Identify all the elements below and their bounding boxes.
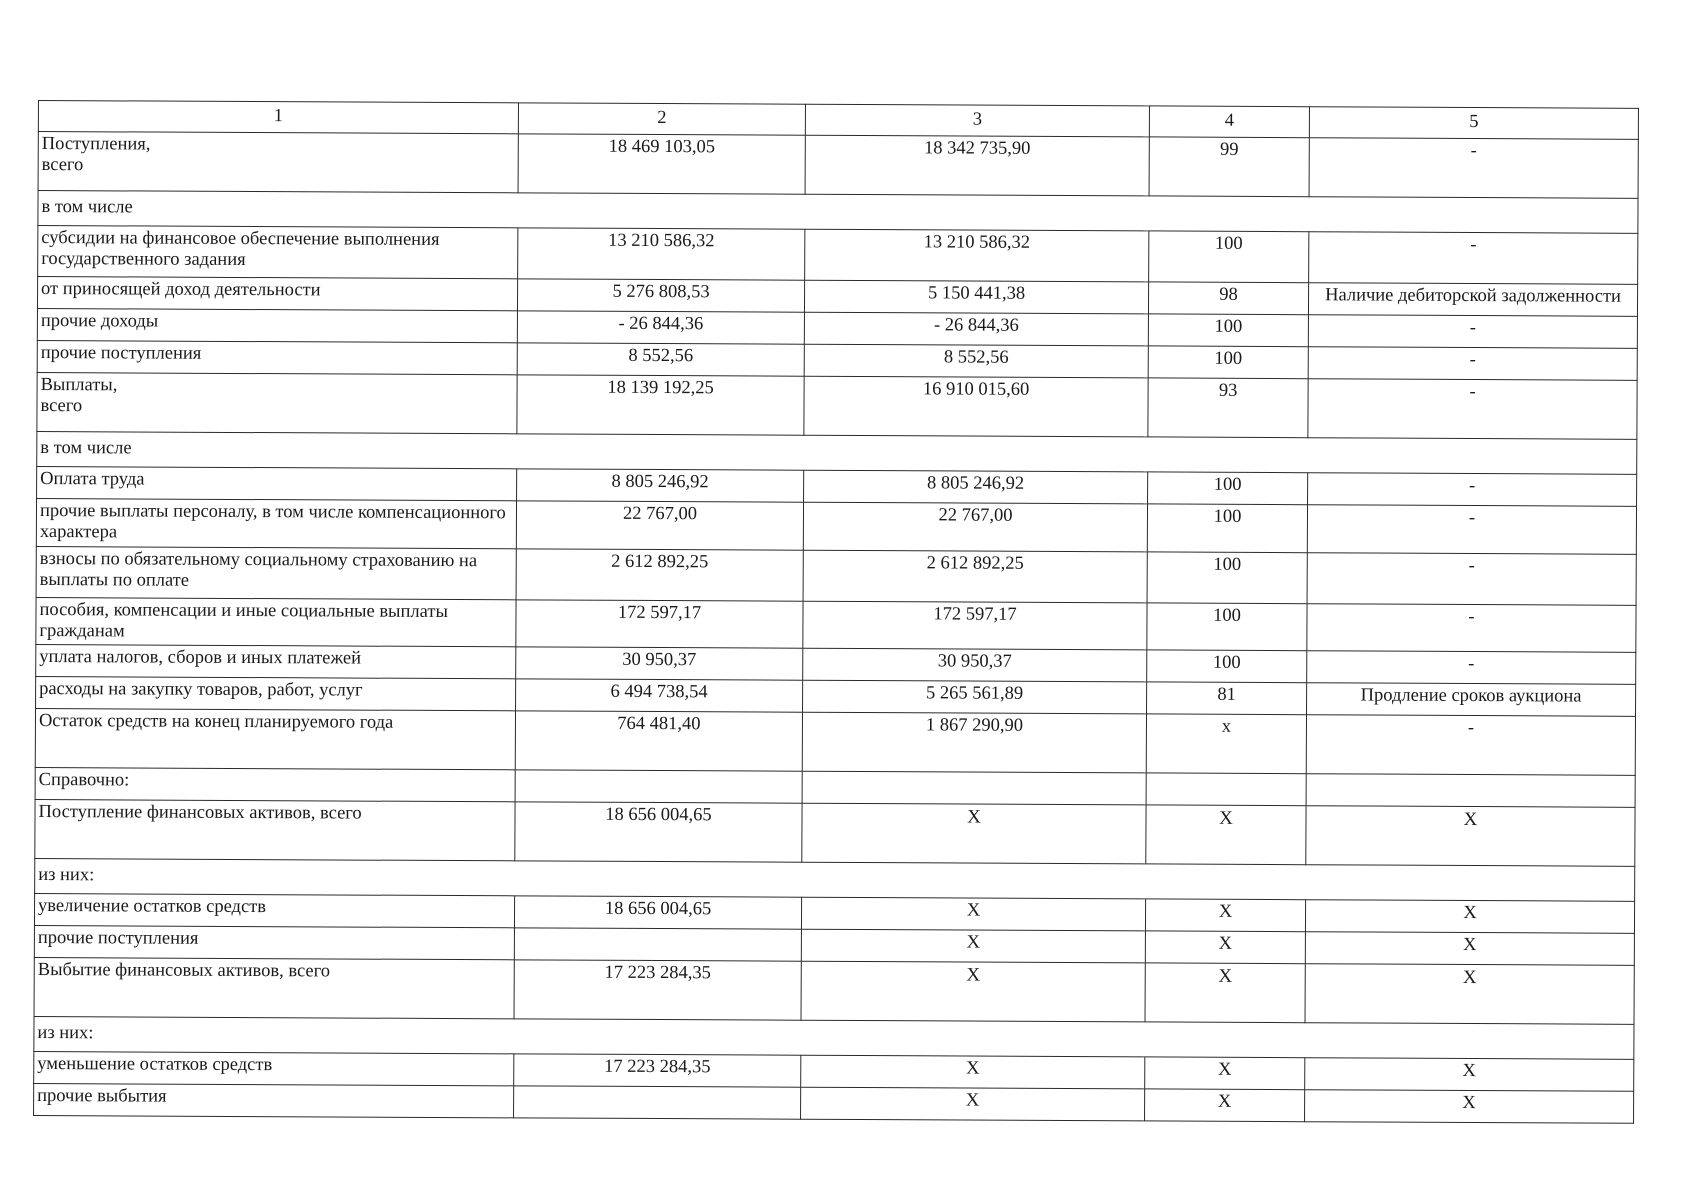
percent-cell: х xyxy=(1146,714,1306,774)
column-number-2: 2 xyxy=(518,103,805,135)
plan-amount-cell: 30 950,37 xyxy=(516,647,803,680)
plan-amount-cell: 18 139 192,25 xyxy=(517,375,804,435)
percent-cell: 81 xyxy=(1147,682,1307,715)
actual-amount-cell: 2 612 892,25 xyxy=(803,550,1147,603)
percent-cell: 100 xyxy=(1147,551,1307,603)
row-label: Оплата труда xyxy=(37,466,517,500)
row-label: прочие выбытия xyxy=(34,1084,514,1118)
actual-amount-cell: 5 265 561,89 xyxy=(803,680,1147,714)
percent-cell: 100 xyxy=(1147,504,1307,552)
note-cell: Х xyxy=(1305,1090,1634,1124)
percent-cell: 100 xyxy=(1148,472,1308,505)
table-row xyxy=(36,498,1636,553)
note-cell xyxy=(1306,774,1635,808)
row-label: взносы по обязательному социальному страхованию на выплаты по оплате xyxy=(36,546,516,599)
actual-amount-cell: 16 910 015,60 xyxy=(804,376,1148,437)
column-number-3: 3 xyxy=(805,104,1149,137)
note-cell: Х xyxy=(1305,932,1634,966)
plan-amount-cell: 764 481,40 xyxy=(515,711,802,771)
table-row xyxy=(37,372,1637,439)
row-label: Остаток средств на конец планируемого года xyxy=(35,709,515,770)
percent-cell xyxy=(1146,773,1306,806)
note-cell: Х xyxy=(1305,1058,1634,1092)
table-row xyxy=(34,1084,1634,1124)
row-label: от приносящей доход деятельности xyxy=(37,277,517,311)
row-label: увеличение остатков средств xyxy=(34,894,514,928)
column-number-4: 4 xyxy=(1149,106,1309,138)
actual-amount-cell: 8 805 246,92 xyxy=(804,470,1148,504)
plan-amount-cell: 8 805 246,92 xyxy=(517,469,804,502)
row-label: Выплаты, всего xyxy=(37,372,517,433)
percent-cell: Х xyxy=(1145,931,1305,964)
column-number-5: 5 xyxy=(1309,107,1638,140)
note-cell: - xyxy=(1307,603,1636,652)
actual-amount-cell xyxy=(802,771,1146,805)
note-cell: - xyxy=(1309,232,1638,285)
note-cell: - xyxy=(1308,315,1637,349)
percent-cell: 98 xyxy=(1148,282,1308,315)
actual-amount-cell: 13 210 586,32 xyxy=(805,229,1149,282)
section-label: из них: xyxy=(34,1017,1634,1060)
percent-cell: 100 xyxy=(1147,602,1307,650)
plan-amount-cell: 18 656 004,65 xyxy=(515,802,802,862)
row-label: субсидии на финансовое обеспечение выполнения государственного задания xyxy=(38,226,518,279)
note-cell: Х xyxy=(1305,900,1634,934)
plan-amount-cell: 2 612 892,25 xyxy=(516,548,803,600)
column-number-1: 1 xyxy=(38,101,518,134)
percent-cell: 100 xyxy=(1148,314,1308,347)
note-cell: Х xyxy=(1305,964,1634,1025)
row-label: уменьшение остатков средств xyxy=(34,1052,514,1086)
row-label: пособия, компенсации и иные социальные выплаты гражданам xyxy=(36,597,516,647)
percent-cell: Х xyxy=(1145,1089,1305,1122)
actual-amount-cell: Х xyxy=(801,929,1145,963)
section-label: в том числе xyxy=(38,191,1638,234)
table-row xyxy=(35,709,1635,776)
plan-amount-cell: 8 552,56 xyxy=(517,343,804,376)
percent-cell: Х xyxy=(1145,963,1305,1023)
row-label: прочие доходы xyxy=(37,308,517,342)
row-label: прочие выплаты персоналу, в том числе компенсационного характера xyxy=(36,498,516,548)
note-cell: Продление сроков аукциона xyxy=(1307,683,1636,717)
percent-cell: 99 xyxy=(1149,137,1309,197)
plan-amount-cell: 5 276 808,53 xyxy=(517,279,804,312)
row-label: уплата налогов, сборов и иных платежей xyxy=(36,645,516,679)
row-label: Поступление финансовых активов, всего xyxy=(35,800,515,861)
scanned-report-sheet xyxy=(33,100,1638,1124)
percent-cell: 100 xyxy=(1148,346,1308,379)
row-label: Поступления, всего xyxy=(38,132,518,193)
section-label: в том числе xyxy=(37,431,1637,474)
note-cell: - xyxy=(1308,347,1637,381)
note-cell: - xyxy=(1307,552,1636,605)
plan-amount-cell: 17 223 284,35 xyxy=(514,1054,801,1087)
note-cell: - xyxy=(1307,505,1636,554)
plan-amount-cell: 13 210 586,32 xyxy=(518,228,805,280)
row-label: Выбытие финансовых активов, всего xyxy=(34,958,514,1019)
plan-amount-cell: 17 223 284,35 xyxy=(514,960,801,1020)
plan-amount-cell: 172 597,17 xyxy=(516,599,803,648)
percent-cell: Х xyxy=(1145,1057,1305,1090)
actual-amount-cell: 172 597,17 xyxy=(803,601,1147,650)
plan-amount-cell xyxy=(514,928,801,961)
plan-amount-cell: 22 767,00 xyxy=(516,501,803,550)
table-body xyxy=(34,101,1639,1124)
plan-amount-cell xyxy=(514,1086,801,1119)
note-cell: - xyxy=(1307,651,1636,685)
plan-amount-cell: 18 656 004,65 xyxy=(514,896,801,929)
percent-cell: Х xyxy=(1146,805,1306,865)
table-row xyxy=(36,546,1636,605)
note-cell: Х xyxy=(1306,806,1635,867)
actual-amount-cell: - 26 844,36 xyxy=(804,312,1148,346)
percent-cell: 100 xyxy=(1147,650,1307,683)
actual-amount-cell: Х xyxy=(801,961,1145,1022)
plan-amount-cell: 18 469 103,05 xyxy=(518,134,805,194)
execution-table xyxy=(33,100,1639,1124)
note-cell: - xyxy=(1309,138,1638,199)
percent-cell: Х xyxy=(1145,899,1305,932)
note-cell: Наличие дебиторской задолженности xyxy=(1308,283,1637,317)
actual-amount-cell: Х xyxy=(801,897,1145,931)
row-label: Справочно: xyxy=(35,768,515,802)
row-label: прочие поступления xyxy=(34,926,514,960)
plan-amount-cell: - 26 844,36 xyxy=(517,311,804,344)
actual-amount-cell: 1 867 290,90 xyxy=(802,712,1146,773)
table-row xyxy=(38,226,1638,285)
actual-amount-cell: 8 552,56 xyxy=(804,344,1148,378)
row-label: расходы на закупку товаров, работ, услуг xyxy=(36,677,516,711)
row-label: прочие поступления xyxy=(37,340,517,374)
section-label: из них: xyxy=(35,859,1635,902)
note-cell: - xyxy=(1308,379,1637,440)
note-cell: - xyxy=(1308,473,1637,507)
actual-amount-cell: Х xyxy=(801,1055,1145,1089)
note-cell: - xyxy=(1306,715,1635,776)
actual-amount-cell: Х xyxy=(801,1087,1145,1121)
actual-amount-cell: 18 342 735,90 xyxy=(805,135,1149,196)
table-row xyxy=(34,958,1634,1025)
actual-amount-cell: 30 950,37 xyxy=(803,648,1147,682)
table-row xyxy=(35,800,1635,867)
percent-cell: 93 xyxy=(1148,378,1308,438)
actual-amount-cell: Х xyxy=(802,803,1146,864)
actual-amount-cell: 5 150 441,38 xyxy=(804,280,1148,314)
table-row xyxy=(36,597,1636,652)
plan-amount-cell: 6 494 738,54 xyxy=(516,679,803,712)
percent-cell: 100 xyxy=(1149,231,1309,283)
plan-amount-cell xyxy=(515,770,802,803)
actual-amount-cell: 22 767,00 xyxy=(803,502,1147,551)
table-row xyxy=(38,132,1638,199)
